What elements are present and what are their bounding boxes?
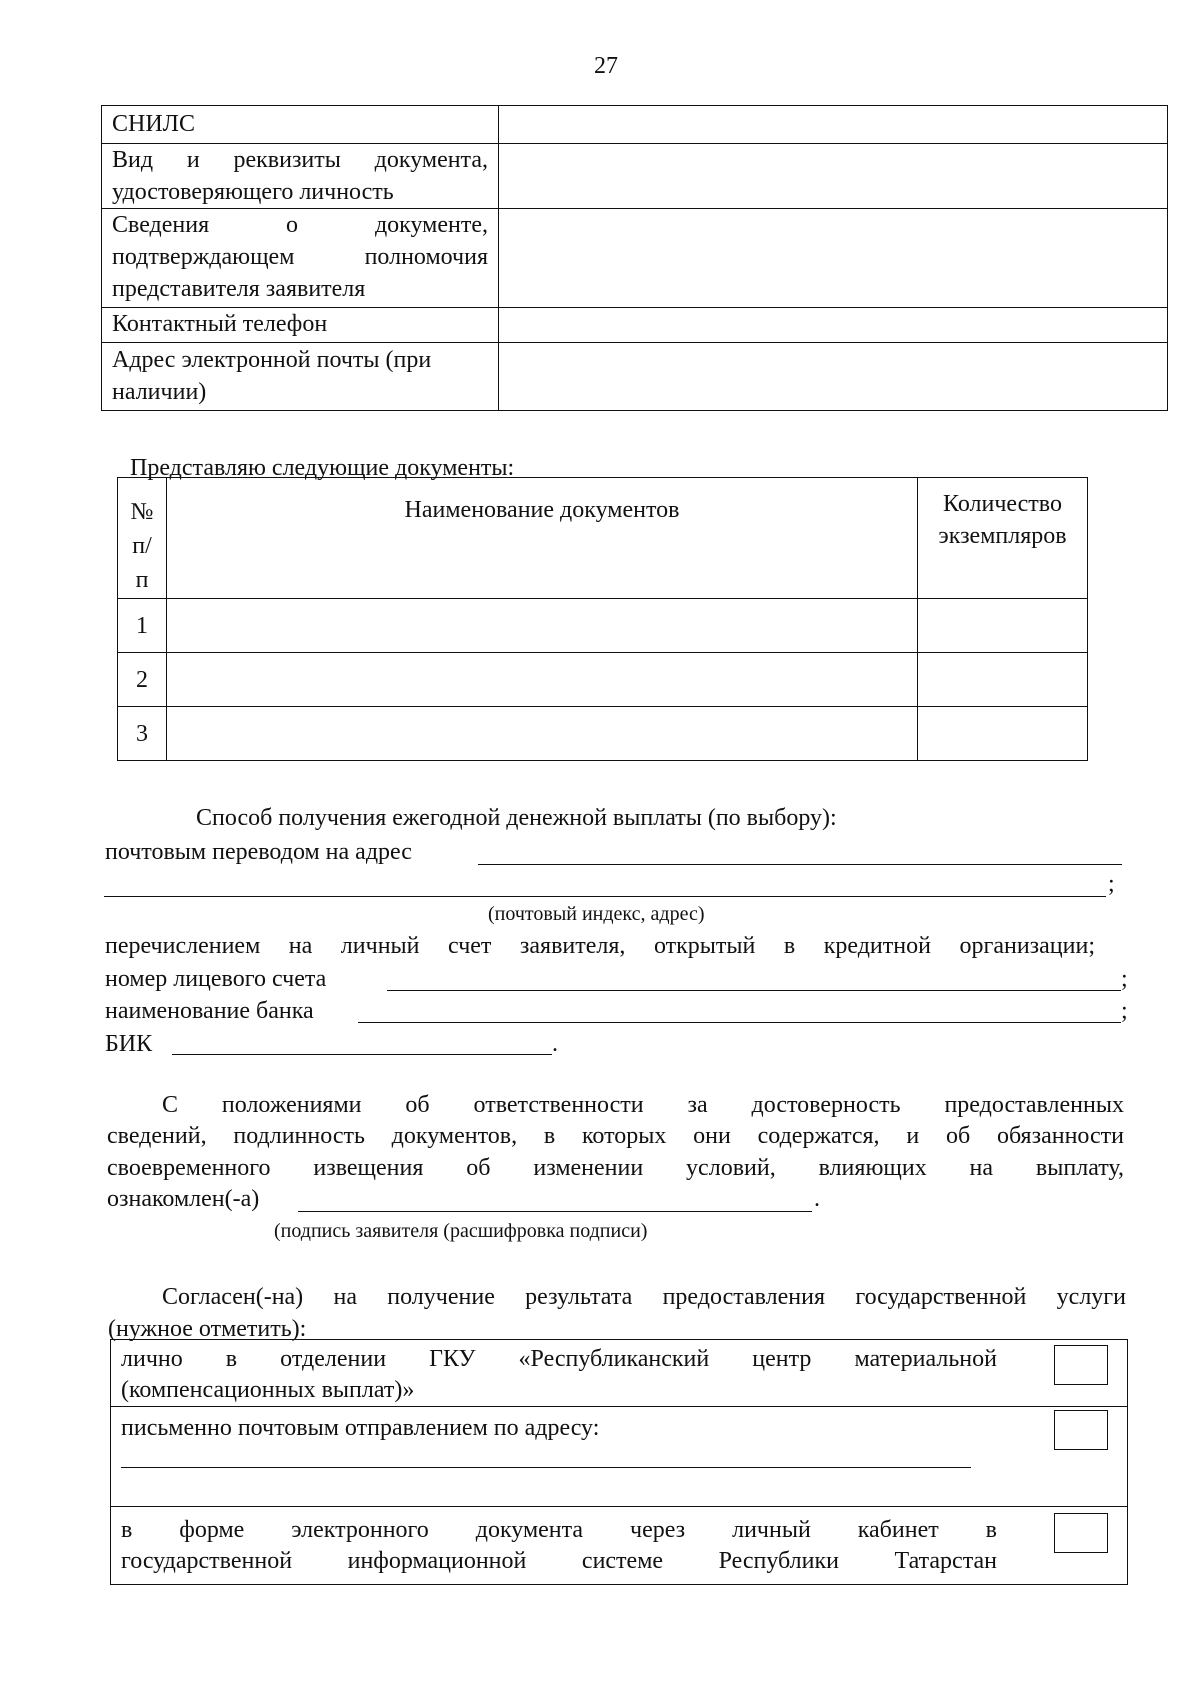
bank-name-line[interactable]: [358, 1022, 1121, 1023]
num-header-line2: п/: [132, 533, 152, 559]
bik-label: БИК: [105, 1031, 153, 1057]
documents-intro: Представляю следующие документы:: [130, 455, 515, 481]
table-header-row: [118, 478, 1088, 599]
snils-label: СНИЛС: [112, 111, 195, 137]
table-row: [102, 106, 1168, 144]
table-row: [102, 144, 1168, 209]
table-row: [118, 599, 1088, 653]
label-cell: [102, 106, 499, 144]
consent-option-cell: [111, 1407, 1128, 1507]
document-count-field[interactable]: [918, 653, 1088, 707]
authority-document-label-line1: Сведения о документе,: [112, 212, 488, 238]
num-header-line3: п: [135, 567, 149, 593]
authority-document-label-line2: подтверждающем полномочия: [112, 244, 488, 270]
signature-caption: (подпись заявителя (расшифровка подписи): [274, 1220, 648, 1242]
bik-period: .: [552, 1031, 558, 1057]
electronic-checkbox[interactable]: [1054, 1513, 1108, 1553]
authority-document-label-line3: представителя заявителя: [112, 276, 366, 302]
table-row: [118, 707, 1088, 761]
id-document-label-line1: Вид и реквизиты документа,: [112, 147, 488, 173]
document-name-field[interactable]: [167, 653, 918, 707]
document-name-field[interactable]: [167, 707, 918, 761]
phone-label: Контактный телефон: [112, 311, 328, 337]
postal-semicolon: ;: [1108, 871, 1115, 897]
name-header-cell: [167, 478, 918, 599]
snils-field[interactable]: [499, 106, 1168, 144]
email-label-line1: Адрес электронной почты (при: [112, 347, 432, 373]
consent-line2: (нужное отметить):: [108, 1316, 307, 1342]
account-label: номер лицевого счета: [105, 966, 327, 992]
postal-caption: (почтовый индекс, адрес): [488, 903, 705, 925]
email-label-line2: наличии): [112, 379, 207, 405]
acknowledgement-line2: сведений, подлинность документов, в которых они содержатся, и об обязанности: [107, 1123, 1124, 1149]
count-header-line2: экземпляров: [938, 523, 1067, 549]
transfer-text: перечислением на личный счет заявителя, открытый в кредитной организации;: [105, 933, 1095, 959]
row-number: 3: [136, 720, 148, 747]
consent-option-mail-label: письменно почтовым отправлением по адресу:: [121, 1415, 600, 1441]
count-header-line1: Количество: [943, 491, 1062, 517]
documents-table: [117, 477, 1088, 761]
bank-label: наименование банка: [105, 998, 314, 1024]
num-header-line1: №: [130, 499, 154, 525]
signature-period: .: [814, 1186, 820, 1212]
payment-heading: Способ получения ежегодной денежной выплаты (по выбору):: [196, 805, 837, 831]
consent-line1: Согласен(-на) на получение результата предоставления государственной услуги: [162, 1284, 1126, 1310]
num-header-cell: [118, 478, 167, 599]
name-header: Наименование документов: [404, 497, 680, 523]
label-cell: [102, 144, 499, 209]
consent-option-in-person-line2: (компенсационных выплат)»: [121, 1377, 415, 1403]
postal-label: почтовым переводом на адрес: [105, 839, 412, 865]
table-row: [102, 308, 1168, 343]
consent-option-row: [111, 1340, 1128, 1407]
consent-options-table: [110, 1339, 1128, 1585]
phone-field[interactable]: [499, 308, 1168, 343]
acknowledged-label: ознакомлен(-а): [107, 1186, 260, 1212]
postal-address-line2[interactable]: [104, 896, 1106, 897]
applicant-info-table: [101, 105, 1168, 411]
consent-option-electronic-line1: в форме электронного документа через личный кабинет в: [121, 1517, 997, 1543]
consent-option-row: [111, 1507, 1128, 1585]
page-number: 27: [594, 53, 618, 79]
consent-option-in-person-line1: лично в отделении ГКУ «Республиканский центр материальной: [121, 1346, 997, 1372]
acknowledgement-line1: С положениями об ответственности за достоверность предоставленных: [162, 1092, 1124, 1118]
consent-option-row: [111, 1407, 1128, 1507]
document-name-field[interactable]: [167, 599, 918, 653]
postal-address-line1[interactable]: [478, 864, 1122, 865]
label-cell: [102, 209, 499, 308]
count-header-cell: [918, 478, 1088, 599]
label-cell: [102, 343, 499, 411]
id-document-label-line2: удостоверяющего личность: [112, 179, 394, 205]
account-number-line[interactable]: [387, 990, 1121, 991]
document-count-field[interactable]: [918, 707, 1088, 761]
mail-checkbox[interactable]: [1054, 1410, 1108, 1450]
account-semicolon: ;: [1121, 966, 1128, 992]
authority-document-field[interactable]: [499, 209, 1168, 308]
bik-line[interactable]: [172, 1054, 552, 1055]
signature-line[interactable]: [298, 1211, 812, 1212]
consent-option-cell: [111, 1340, 1128, 1407]
row-number: 1: [136, 612, 148, 639]
table-row: [102, 209, 1168, 308]
bank-semicolon: ;: [1121, 998, 1128, 1024]
label-cell: [102, 308, 499, 343]
acknowledgement-line3: своевременного извещения об изменении условий, влияющих на выплату,: [107, 1155, 1124, 1181]
consent-option-cell: [111, 1507, 1128, 1585]
document-count-field[interactable]: [918, 599, 1088, 653]
id-document-field[interactable]: [499, 144, 1168, 209]
mail-address-line[interactable]: [121, 1467, 971, 1468]
consent-option-electronic-line2: государственной информационной системе Республики Татарстан: [121, 1548, 997, 1574]
table-row: [118, 653, 1088, 707]
email-field[interactable]: [499, 343, 1168, 411]
in-person-checkbox[interactable]: [1054, 1345, 1108, 1385]
row-number: 2: [136, 666, 148, 693]
table-row: [102, 343, 1168, 411]
